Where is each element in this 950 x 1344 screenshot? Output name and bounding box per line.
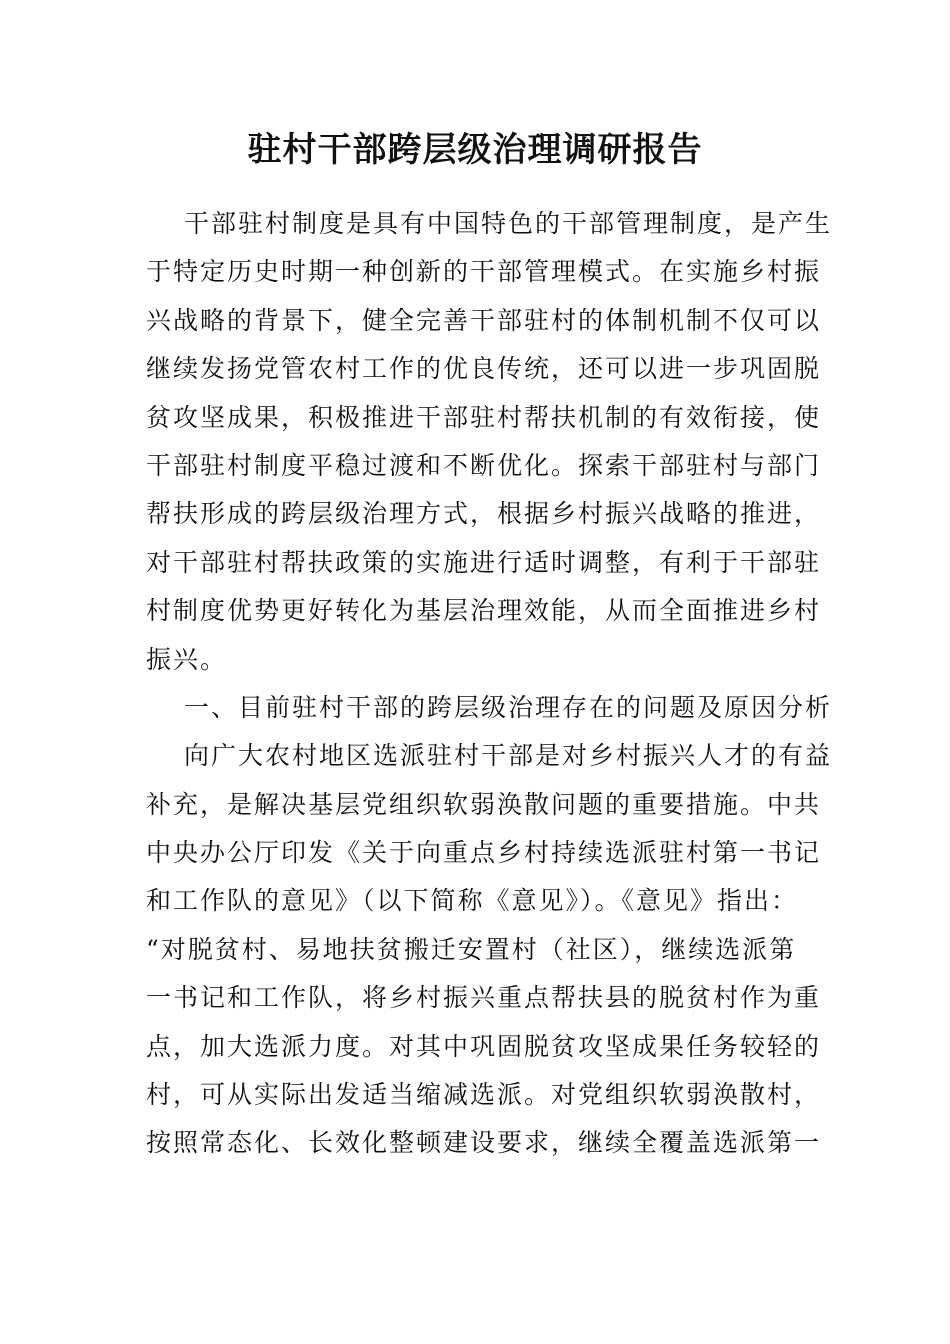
text-line-5: 贫攻坚成果，积极推进干部驻村帮扶机制的有效衔接，使: [146, 402, 822, 432]
text-line-1: 干部驻村制度是具有中国特色的干部管理制度，是产生: [184, 209, 833, 238]
text-line-19: 村，可从实际出发适当缩减选派。对党组织软弱涣散村，: [146, 1080, 822, 1110]
text-line-3: 兴战略的背景下，健全完善干部驻村的体制机制不仅可以: [146, 305, 822, 335]
text-line-16: “对脱贫村、易地扶贫搬迁安置村（社区），继续选派第: [146, 934, 797, 964]
text-line-14: 中央办公厅印发《关于向重点乡村持续选派驻村第一书记: [146, 838, 822, 868]
text-line-17: 一书记和工作队，将乡村振兴重点帮扶县的脱贫村作为重: [146, 983, 822, 1013]
text-line-15: 和工作队的意见》（以下简称《意见》）。《意见》指出：: [146, 886, 799, 916]
text-line-12: 向广大农村地区选派驻村干部是对乡村振兴人才的有益: [184, 741, 833, 771]
text-line-7: 帮扶形成的跨层级治理方式，根据乡村振兴战略的推进，: [146, 499, 822, 529]
page-title: 驻村干部跨层级治理调研报告: [247, 130, 703, 170]
text-line-20: 按照常态化、长效化整顿建设要求，继续全覆盖选派第一: [146, 1128, 822, 1158]
text-line-10: 振兴。: [146, 644, 228, 674]
text-line-2: 于特定历史时期一种创新的干部管理模式。在实施乡村振: [146, 257, 822, 287]
text-line-6: 干部驻村制度平稳过渡和不断优化。探索干部驻村与部门: [146, 450, 822, 480]
text-line-13: 补充，是解决基层党组织软弱涣散问题的重要措施。中共: [146, 789, 822, 819]
text-line-8: 对干部驻村帮扶政策的实施进行适时调整，有利于干部驻: [146, 547, 822, 577]
text-line-9: 村制度优势更好转化为基层治理效能，从而全面推进乡村: [146, 596, 822, 626]
text-line-4: 继续发扬党管农村工作的优良传统，还可以进一步巩固脱: [146, 354, 822, 384]
document-body: [146, 200, 833, 1168]
section-heading: 一、目前驻村干部的跨层级治理存在的问题及原因分析: [184, 692, 833, 722]
text-line-18: 点，加大选派力度。对其中巩固脱贫攻坚成果任务较轻的: [146, 1031, 822, 1061]
